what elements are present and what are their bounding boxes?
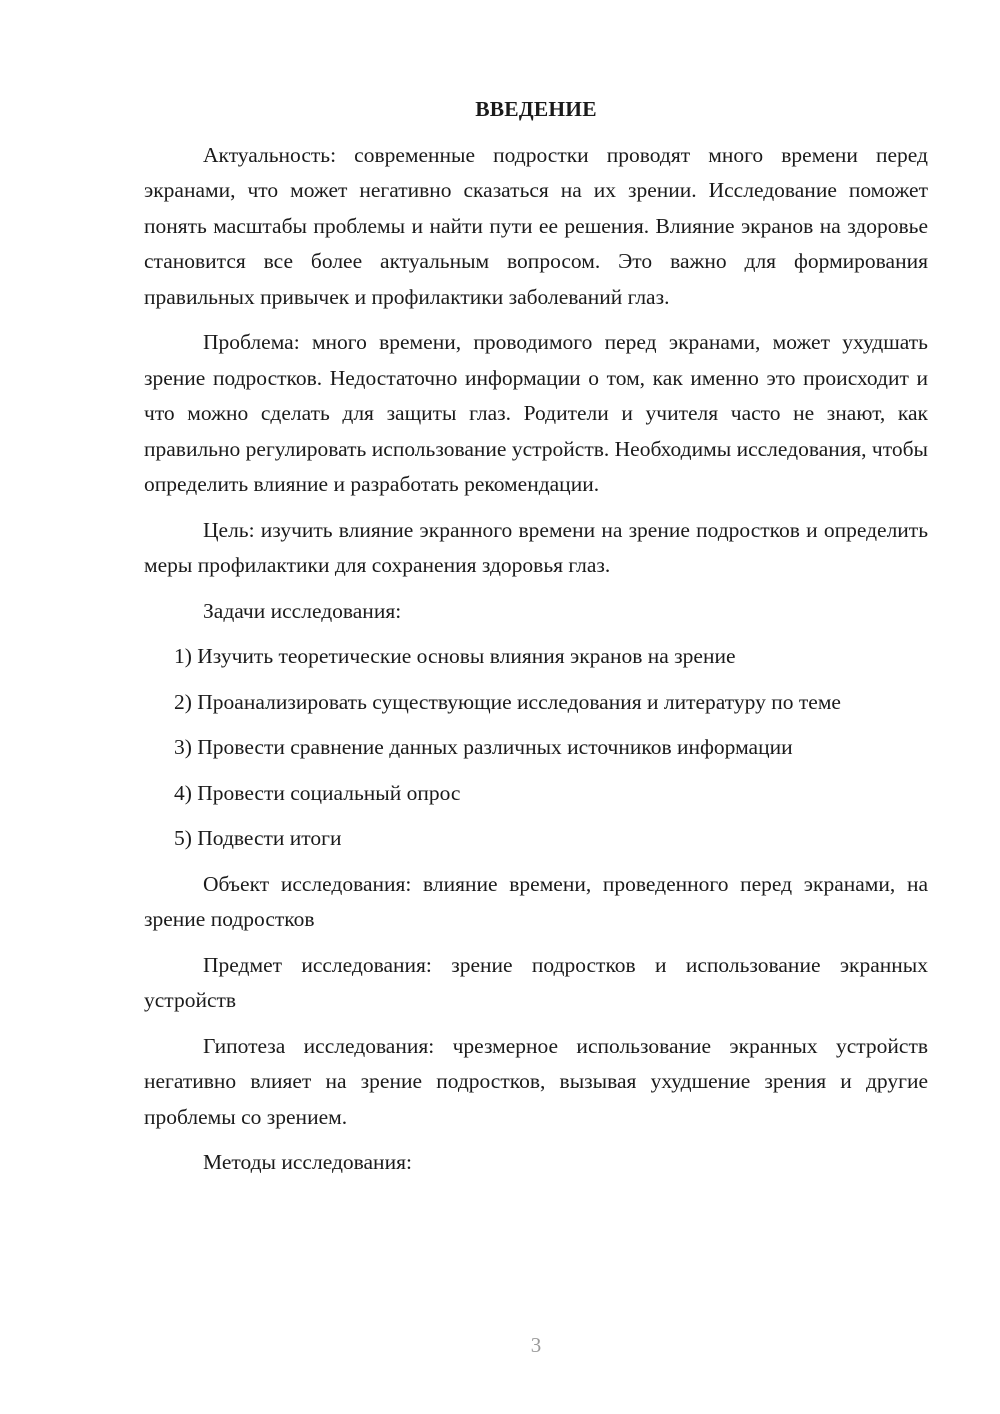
methods-heading: Методы исследования:	[203, 1150, 412, 1174]
task-item-5: 5) Подвести итоги	[174, 826, 342, 850]
goal-paragraph: Цель: изучить влияние экранного времени на зрение подростков и определить меры профилактики для сохранения здоровья глаз.	[144, 517, 928, 577]
section-heading: ВВЕДЕНИЕ	[475, 97, 597, 121]
tasks-heading: Задачи исследования:	[203, 598, 402, 623]
subject-paragraph: Предмет исследования: зрение подростков и использование экранных устройств	[144, 952, 928, 1012]
task-item-4: 4) Провести социальный опрос	[174, 780, 461, 805]
task-item-2: 2) Проанализировать существующие исследования и литературу по теме	[174, 689, 841, 714]
document-page	[144, 92, 928, 1191]
relevance-paragraph: Актуальность: современные подростки проводят много времени перед экранами, что может негативно сказаться на их зрении. Исследование поможет понять масштабы проблемы и найти пути ее решения. Влияние экранов на здоровье становится все более актуальным вопросом. Это важно для формирования правильных привычек и профилактики заболеваний глаз.	[144, 142, 928, 309]
problem-paragraph: Проблема: много времени, проводимого перед экранами, может ухудшать зрение подростков. Недостаточно информации о том, как именно это происходит и что можно сделать для защиты глаз. Родители и учителя часто не знают, как правильно регулировать использование устройств. Необходимы исследования, чтобы определить влияние и разработать рекомендации.	[144, 330, 928, 496]
task-item-3: 3) Провести сравнение данных различных источников информации	[174, 735, 793, 759]
task-item-1: 1) Изучить теоретические основы влияния экранов на зрение	[174, 644, 736, 668]
page-number: 3	[530, 1333, 542, 1357]
hypothesis-paragraph: Гипотеза исследования: чрезмерное использование экранных устройств негативно влияет на зрение подростков, вызывая ухудшение зрения и другие проблемы со зрением.	[144, 1033, 928, 1129]
object-paragraph: Объект исследования: влияние времени, проведенного перед экранами, на зрение подростков	[144, 871, 928, 931]
